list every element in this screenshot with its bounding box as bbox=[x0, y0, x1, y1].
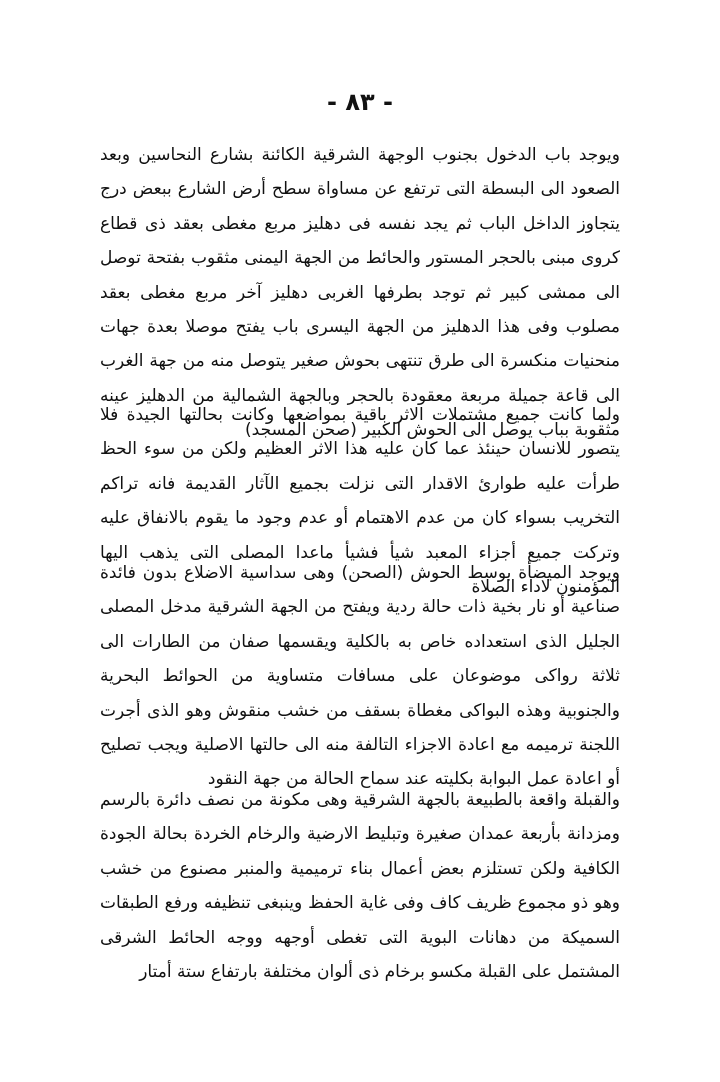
paragraph-qibla: والقبلة واقعة بالطبيعة بالجهة الشرقية وهى مكونة من نصف دائرة بالرسم ومزدانة بأربعة عمدان صغيرة وتبليط الارضية والرخام الخردة بحالة الجودة الكافية ولكن تستلزم بعض أعمال بناء ترميمية والمنبر مصنوع من خشب وهو ذو مجموع ظريف كاف وفى غاية الحفظ وينبغى تنظيفه ورفع الطبقات السميكة من دهانات البوية التى تغطى أوجهه ووجه الحائط الشرقى المشتمل على القبلة مكسو برخام ذى ألوان مختلفة بارتفاع ستة أمتار bbox=[100, 790, 620, 983]
paragraph-entrance: ويوجد باب الدخول بجنوب الوجهة الشرقية الكائنة بشارع النحاسين وبعد الصعود الى البسطة التى ترتفع عن مساواة سطح أرض الشارع ببعض درج يتجاوز الداخل الباب ثم يجد نفسه فى دهليز مربع مغطى بعقد ذى قطاع كروى مبنى بالحجر المستور والحائط من الجهة اليمنى مثقوب بفتحة توصل الى ممشى كبير ثم توجد بطرفها الغربى دهليز آخر مربع مغطى بعقد مصلوب وفى هذا الدهليز من الجهة اليسرى باب يفتح موصلا بعدة جهات منحنيات منكسرة الى طرق تنتهى بحوش صغير يتوصل منه من جهة الغرب الى قاعة جميلة مربعة معقودة بالحجر وبالجهة الشمالية من الدهليز عينه مثقوبة بباب يوصل الى الحوش الكبير (صحن المسجد) bbox=[100, 145, 620, 441]
paragraph-condition: ولما كانت جميع مشتملات الاثر باقية بمواضعها وكانت بحالتها الجيدة فلا يتصور للانسان حينئذ عما كان عليه هذا الاثر العظيم ولكن من سوء الحظ طرأت عليه طوارئ الاقدار التى نزلت بجميع الآثار القديمة فانه تراكم التخريب بسواء كان من عدم الاهتمام أو عدم وجود ما يقوم بالانفاق عليه وتركت جميع أجزاء المعبد شيأ فشيأ ماعدا المصلى التى يذهب اليها المؤمنون لاداء الصلاة bbox=[100, 405, 620, 598]
page-number: - ٨٣ - bbox=[327, 88, 393, 116]
paragraph-fountain: ويوجد الميضأة بوسط الحوش (الصحن) وهى سداسية الاضلاع بدون فائدة صناعية أو نار بخية ذات حالة ردية ويفتح من الجهة الشرقية مدخل المصلى الجليل الذى استعداده خاص به بالكلية ويقسمها صفان من الطارات الى ثلاثة رواكى موضوعان على مسافات متساوية من الحوائط البحرية والجنوبية وهذه البواكى مغطاة بسقف من خشب منقوش وهو الذى أجرت اللجنة ترميمه مع اعادة الاجزاء التالفة منه الى حالتها الاصلية ويجب تصليح أو اعادة عمل البوابة بكليته عند سماح الحالة من جهة النقود bbox=[100, 563, 620, 790]
